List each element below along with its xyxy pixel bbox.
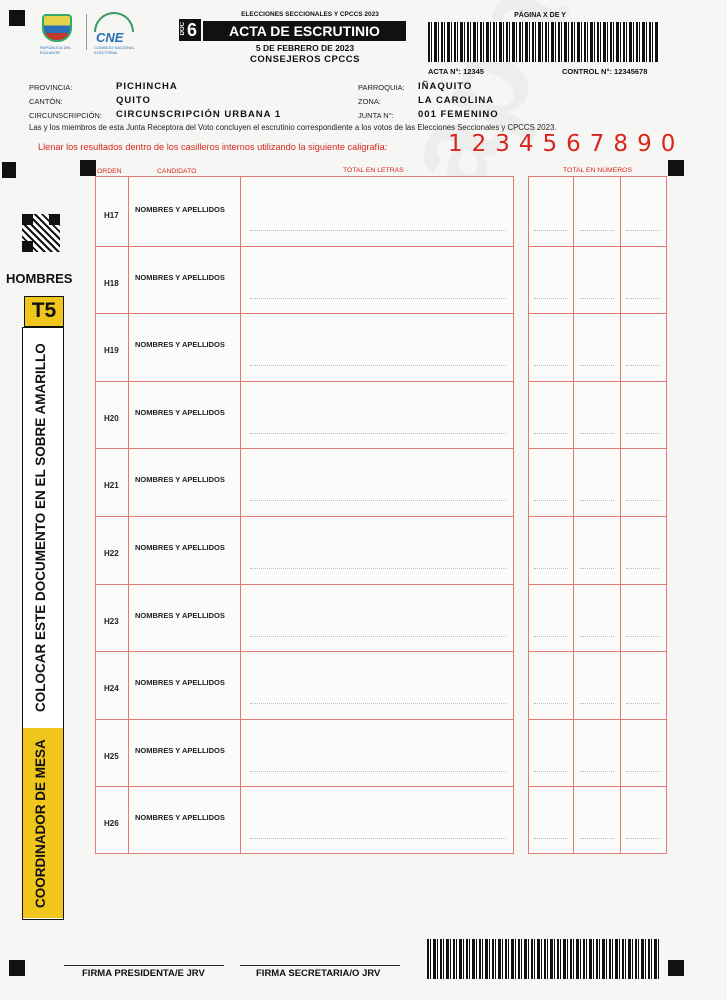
row-divider <box>95 584 514 585</box>
row-divider <box>95 313 514 314</box>
unidad-input[interactable] <box>626 838 660 839</box>
doc-number-box <box>179 19 201 41</box>
cne-logo <box>42 14 142 54</box>
election-name: ELECCIONES SECCIONALES Y CPCCS 2023 <box>241 11 379 18</box>
centena-input[interactable] <box>534 433 568 434</box>
col-candidato-header: CANDIDATO <box>157 168 197 175</box>
orden-cell: H17 <box>104 211 119 220</box>
sobre-instruction: COLOCAR ESTE DOCUMENTO EN EL SOBRE AMARILLO <box>33 343 48 713</box>
intro-text: Las y los miembros de esta Junta Receptora del Voto concluyen el escrutinio correspondiente a los votos de las Elecciones Seccionales y CPCCS 2023. <box>29 123 557 132</box>
unidad-input[interactable] <box>626 771 660 772</box>
col-orden-header: ORDEN <box>97 168 122 175</box>
signature-line <box>240 965 400 966</box>
centena-input[interactable] <box>534 771 568 772</box>
orden-cell: H24 <box>104 684 119 694</box>
centena-input[interactable] <box>534 230 568 231</box>
row-divider <box>95 719 514 720</box>
logo-gob-text: REPÚBLICA DEL ECUADOR <box>40 45 72 55</box>
orden-cell: H26 <box>104 819 119 829</box>
table-border <box>95 176 514 177</box>
decena-input[interactable] <box>580 365 614 366</box>
candidate-name: NOMBRES Y APELLIDOS <box>135 678 225 688</box>
page-title: ACTA DE ESCRUTINIO <box>203 21 406 41</box>
circunscripcion-label: CIRCUNSCRIPCIÓN: <box>29 111 102 120</box>
signature-line <box>64 965 224 966</box>
centena-input[interactable] <box>534 568 568 569</box>
coordinator-strip <box>23 728 63 918</box>
unidad-input[interactable] <box>626 433 660 434</box>
election-date: 5 DE FEBRERO DE 2023 <box>255 43 355 53</box>
candidate-name: NOMBRES Y APELLIDOS <box>135 205 225 214</box>
registration-marker <box>668 960 684 976</box>
junta-value: 001 FEMENINO <box>418 109 499 120</box>
sidebar-strip <box>22 327 64 920</box>
row-divider <box>528 719 667 720</box>
provincia-value: PICHINCHA <box>116 81 178 92</box>
provincia-label: PROVINCIA: <box>29 83 73 92</box>
doc-number: 6 <box>187 20 198 40</box>
centena-input[interactable] <box>534 636 568 637</box>
candidate-name: NOMBRES Y APELLIDOS <box>135 475 225 485</box>
unidad-input[interactable] <box>626 500 660 501</box>
registration-marker <box>9 10 25 26</box>
letters-input-line[interactable] <box>250 568 506 569</box>
letters-input-line[interactable] <box>250 500 506 501</box>
canton-value: QUITO <box>116 95 151 106</box>
unidad-input[interactable] <box>626 230 660 231</box>
logo-cne-text: CONSEJO NACIONAL ELECTORAL <box>94 45 135 55</box>
orden-cell: H25 <box>104 751 119 761</box>
template-code: T5 <box>24 296 64 327</box>
gender-label: HOMBRES <box>6 271 73 286</box>
col-letras-header: TOTAL EN LETRAS <box>343 167 404 174</box>
control-number: CONTROL N°: 12345678 <box>562 67 648 76</box>
decena-input[interactable] <box>580 838 614 839</box>
unidad-input[interactable] <box>626 636 660 637</box>
orden-cell: H23 <box>104 616 119 626</box>
col-divider <box>240 176 241 854</box>
unidad-input[interactable] <box>626 703 660 704</box>
letters-input-line[interactable] <box>250 636 506 637</box>
canton-label: CANTÓN: <box>29 97 63 106</box>
junta-label: JUNTA N°: <box>358 111 394 120</box>
orden-cell: H22 <box>104 549 119 558</box>
registration-marker <box>668 160 684 176</box>
letters-input-line[interactable] <box>250 298 506 299</box>
registration-marker <box>80 160 96 176</box>
numbers-table <box>528 176 667 854</box>
decena-input[interactable] <box>580 500 614 501</box>
barcode-bottom <box>427 939 659 979</box>
row-divider <box>95 381 514 382</box>
parroquia-value: IÑAQUITO <box>418 81 473 92</box>
coordinator-label: COORDINADOR DE MESA <box>33 739 48 909</box>
registration-marker <box>9 960 25 976</box>
row-divider <box>528 584 667 585</box>
unidad-input[interactable] <box>626 568 660 569</box>
letters-input-line[interactable] <box>250 433 506 434</box>
letters-input-line[interactable] <box>250 365 506 366</box>
row-divider <box>528 516 667 517</box>
col-numeros-header: TOTAL EN NÚMEROS <box>563 167 632 174</box>
row-divider <box>95 448 514 449</box>
orden-cell: H21 <box>104 481 119 491</box>
decena-input[interactable] <box>580 703 614 704</box>
centena-input[interactable] <box>534 500 568 501</box>
barcode-top <box>428 22 659 62</box>
candidate-name: NOMBRES Y APELLIDOS <box>135 813 225 823</box>
row-divider <box>528 651 667 652</box>
candidate-name: NOMBRES Y APELLIDOS <box>135 745 225 755</box>
signature-presidenta: FIRMA PRESIDENTA/E JRV <box>82 968 205 979</box>
cne-arc-icon <box>94 12 134 32</box>
letters-input-line[interactable] <box>250 771 506 772</box>
circunscripcion-value: CIRCUNSCRIPCIÓN URBANA 1 <box>116 109 282 120</box>
logo-separator <box>86 14 87 50</box>
signature-secretaria: FIRMA SECRETARIA/O JRV <box>256 968 381 979</box>
letters-input-line[interactable] <box>250 838 506 839</box>
orden-cell: H20 <box>104 413 119 423</box>
decena-input[interactable] <box>580 230 614 231</box>
zona-label: ZONA: <box>358 97 381 106</box>
candidate-name: NOMBRES Y APELLIDOS <box>135 272 225 282</box>
row-divider <box>95 246 514 247</box>
subtitle: CONSEJEROS CPCCS <box>250 54 360 65</box>
parroquia-label: PARROQUIA: <box>358 83 405 92</box>
row-divider <box>528 313 667 314</box>
row-divider <box>95 786 514 787</box>
candidate-name: NOMBRES Y APELLIDOS <box>135 407 225 417</box>
acta-number: ACTA N°: 12345 <box>428 67 484 76</box>
decena-input[interactable] <box>580 433 614 434</box>
registration-marker <box>2 162 16 178</box>
cne-wordmark: CNE <box>96 30 124 45</box>
page-indicator: PÁGINA X DE Y <box>514 12 566 19</box>
decena-input[interactable] <box>580 298 614 299</box>
centena-input[interactable] <box>534 838 568 839</box>
col-divider <box>573 176 574 854</box>
decena-input[interactable] <box>580 568 614 569</box>
orden-cell: H18 <box>104 278 119 288</box>
row-divider <box>95 651 514 652</box>
row-divider <box>528 381 667 382</box>
letters-input-line[interactable] <box>250 703 506 704</box>
candidate-name: NOMBRES Y APELLIDOS <box>135 340 225 350</box>
calligraphy-digits: 1234567890 <box>448 131 685 157</box>
doc-label: DOC <box>180 22 186 36</box>
letters-input-line[interactable] <box>250 230 506 231</box>
orden-cell: H19 <box>104 346 119 356</box>
centena-input[interactable] <box>534 365 568 366</box>
col-divider <box>620 176 621 854</box>
instruction-strip <box>23 328 63 728</box>
zona-value: LA CAROLINA <box>418 95 495 106</box>
row-divider <box>528 448 667 449</box>
ecuador-shield-icon <box>42 14 72 42</box>
col-divider <box>128 176 129 854</box>
unidad-input[interactable] <box>626 298 660 299</box>
candidate-name: NOMBRES Y APELLIDOS <box>135 610 225 620</box>
decena-input[interactable] <box>580 636 614 637</box>
decena-input[interactable] <box>580 771 614 772</box>
unidad-input[interactable] <box>626 365 660 366</box>
centena-input[interactable] <box>534 703 568 704</box>
candidate-name: NOMBRES Y APELLIDOS <box>135 543 225 552</box>
instruction-text: Llenar los resultados dentro de los casilleros internos utilizando la siguiente caligrafía: <box>38 142 388 152</box>
centena-input[interactable] <box>534 298 568 299</box>
qr-code <box>22 214 60 252</box>
row-divider <box>528 786 667 787</box>
row-divider <box>528 246 667 247</box>
row-divider <box>95 516 514 517</box>
